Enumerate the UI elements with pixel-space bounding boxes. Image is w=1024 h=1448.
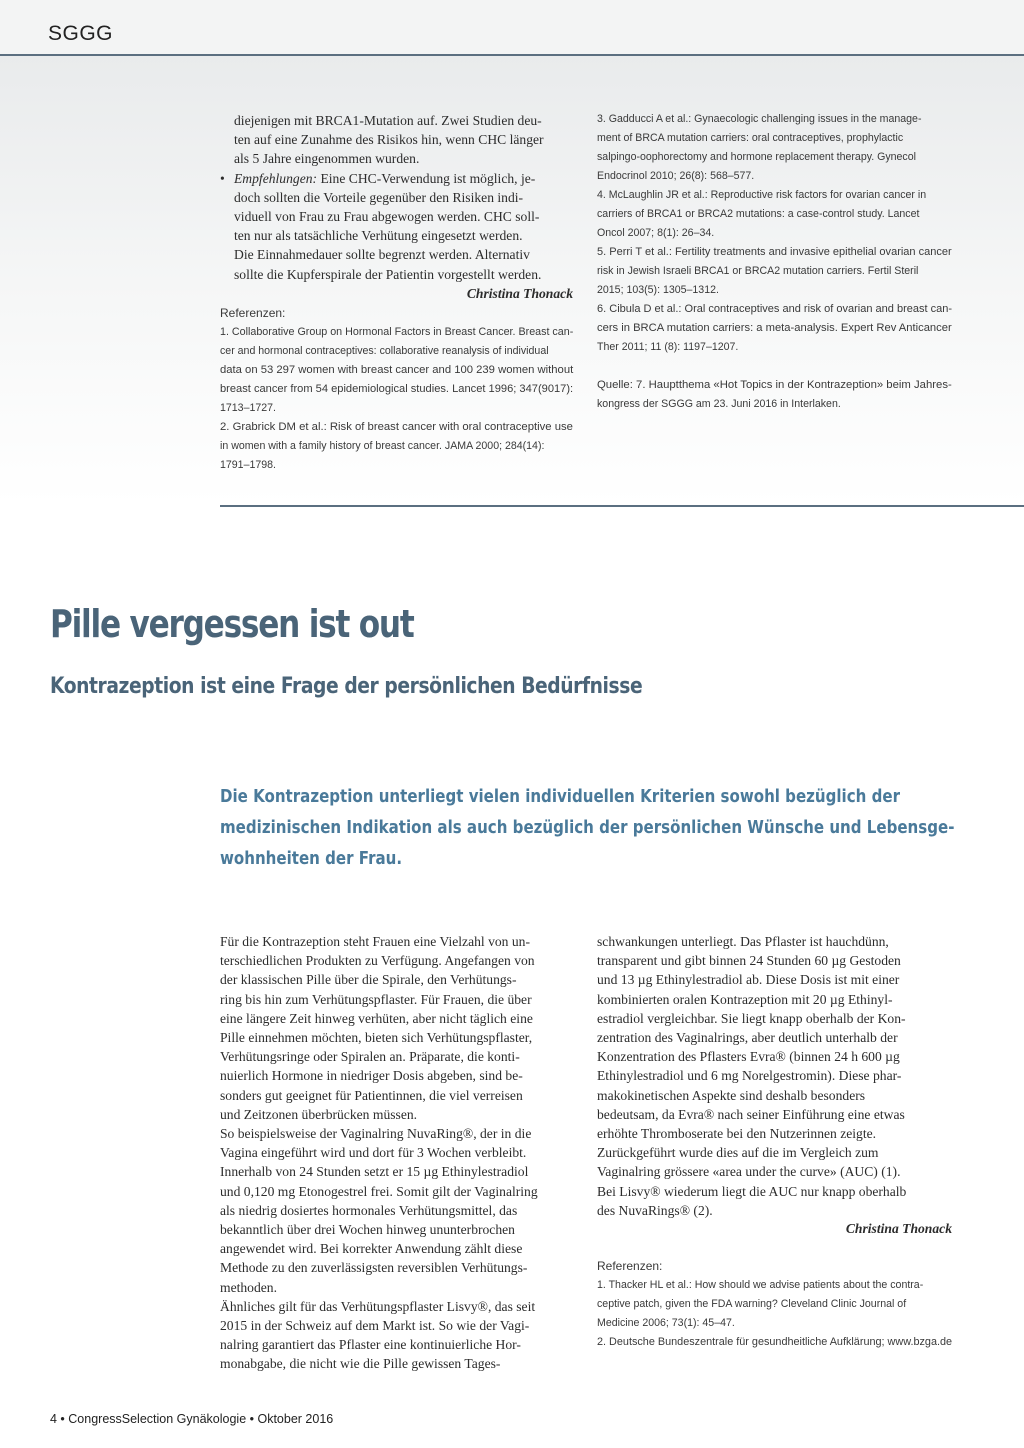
text-line: kongress der SGGG am 23. Juni 2016 in Interlaken. (597, 398, 841, 410)
text-line: Ethinylestradiol und 6 mg Norelgestromin). Diese phar- (597, 1068, 902, 1084)
text-line: Innerhalb von 24 Stunden setzt er 15 µg Ethinylestradiol (220, 1164, 529, 1180)
text-line: 3. Gadducci A et al.: Gynaecologic challenging issues in the manage- (597, 113, 922, 125)
text-line: schwankungen unterliegt. Das Pflaster ist hauchdünn, (597, 934, 889, 949)
text-line: Vaginalring grössere «area under the curve» (AUC) (1). (597, 1164, 901, 1180)
text-line: ten auf eine Zunahme des Risikos hin, wenn CHC länger (234, 132, 544, 148)
text-line: ring bis hin zum Verhütungspflaster. Für Frauen, die über (220, 991, 532, 1007)
text-line: cers in BRCA mutation carriers: a meta-analysis. Expert Rev Anticancer (597, 322, 952, 334)
top-references-right (597, 110, 952, 414)
text-line: 5. Perri T et al.: Fertility treatments and invasive epithelial ovarian cancer (597, 246, 952, 258)
text-line: und 13 µg Ethinylestradiol ab. Diese Dosis ist mit einer (597, 972, 900, 988)
reference-item (597, 110, 952, 186)
source-note (597, 376, 952, 414)
lead-line: wohnheiten der Frau. (220, 849, 403, 869)
header-bar (0, 0, 1024, 56)
text-line: breast cancer from 54 epidemiological studies. Lancet 1996; 347(9017): (220, 383, 574, 395)
text-line: der klassischen Pille über die Spirale, den Verhütungs- (220, 972, 517, 988)
text-line: makokinetischen Aspekte sind deshalb besonders (597, 1087, 866, 1103)
text-line: ten nur als tatsächliche Verhütung eingesetzt werden. (234, 228, 523, 244)
lead-line: medizinischen Indikation als auch bezüglich der persönlichen Wünsche und Lebensge- (220, 818, 955, 838)
reference-item (220, 323, 573, 418)
text-line: Endocrinol 2010; 26(8): 568–577. (597, 170, 755, 182)
author-signature: Christina Thonack (466, 285, 573, 301)
text-line: und 0,120 mg Etonogestrel frei. Somit gilt der Vaginalring (220, 1183, 538, 1199)
article-lead (220, 782, 960, 875)
article-subtitle: Kontrazeption ist eine Frage der persönlichen Bedürfnisse (50, 674, 643, 699)
author-signature: Christina Thonack (845, 1221, 952, 1236)
text-line: zentration des Vaginalrings, aber deutlich unterhalb der (597, 1030, 898, 1046)
references-heading: Referenzen: (597, 1259, 663, 1273)
text-line: bekanntlich über drei Wochen hinweg ununterbrochen (220, 1222, 515, 1238)
text-line: Oncol 2007; 8(1): 26–34. (597, 227, 715, 239)
text-line: Für die Kontrazeption steht Frauen eine Vielzahl von un- (220, 934, 530, 949)
text-line: 2015 in der Schweiz auf dem Markt ist. So wie der Vagi- (220, 1318, 530, 1334)
text-line: cer and hormonal contraceptives: collaborative reanalysis of individual (220, 345, 549, 357)
text-line: Eine CHC-Verwendung ist möglich, je- (320, 170, 536, 186)
text-line: 2015; 103(5): 1305–1312. (597, 284, 719, 296)
section-divider (220, 505, 1024, 507)
article-title: Pille vergessen ist out (50, 602, 414, 646)
text-line: Methode zu den zuverlässigsten reversiblen Verhütungs- (220, 1260, 528, 1276)
text-line: viduell von Frau zu Frau abgewogen werden. CHC soll- (234, 209, 540, 225)
bullet-label: Empfehlungen: (234, 170, 318, 186)
bullet-symbol: • (220, 170, 225, 186)
text-line: und Zeitzonen überbrücken müssen. (220, 1106, 418, 1122)
text-line: Ähnliches gilt für das Verhütungspflaster Lisvy®, das seit (220, 1298, 536, 1314)
text-line: doch sollten die Vorteile gegenüber den Risiken indi- (234, 189, 524, 205)
text-line: als niedrig dosiertes hormonales Verhütungsmittel, das (220, 1202, 518, 1218)
text-line: 1. Collaborative Group on Hormonal Factors in Breast Cancer. Breast can- (220, 326, 574, 338)
lead-line: Die Kontrazeption unterliegt vielen individuellen Kriterien sowohl bezüglich der (220, 787, 901, 807)
reference-item (597, 1276, 952, 1333)
text-line: carriers of BRCA1 or BRCA2 mutations: a case-control study. Lancet (597, 208, 920, 220)
recommendation-item (220, 169, 573, 284)
references-heading: Referenzen: (220, 306, 286, 320)
text-line: ceptive patch, given the FDA warning? Cleveland Clinic Journal of (597, 1298, 907, 1310)
text-line: 2. Grabrick DM et al.: Risk of breast cancer with oral contraceptive use (220, 421, 573, 433)
text-line: Pille einnehmen möchten, bieten sich Verhütungspflaster, (220, 1030, 533, 1046)
reference-item (597, 186, 952, 243)
text-line: erhöhte Thromboserate bei den Nutzerinnen zeigte. (597, 1126, 877, 1142)
reference-item (597, 300, 952, 357)
text-line: data on 53 297 women with breast cancer and 100 239 women without (220, 364, 574, 376)
article-references (597, 1257, 952, 1352)
text-line: 6. Cibula D et al.: Oral contraceptives and risk of ovarian and breast can- (597, 303, 953, 315)
text-line: 1791–1798. (220, 459, 276, 471)
text-line: salpingo-oophorectomy and hormone replacement therapy. Gynecol (597, 151, 916, 163)
text-line: Quelle: 7. Hauptthema «Hot Topics in der Kontrazeption» beim Jahres- (597, 379, 952, 391)
text-line: nalring garantiert das Pflaster eine kontinuierliche Hor- (220, 1337, 521, 1353)
text-line: 1. Thacker HL et al.: How should we advise patients about the contra- (597, 1279, 924, 1291)
text-line: nuierlich Hormone in niedriger Dosis abgeben, sind be- (220, 1068, 523, 1084)
text-line: Vagina eingeführt wird und dort für 3 Wochen verbleibt. (220, 1145, 527, 1161)
text-line: Verhütungsringe oder Spiralen an. Präparate, die konti- (220, 1049, 520, 1065)
text-line: risk in Jewish Israeli BRCA1 or BRCA2 mutation carriers. Fertil Steril (597, 265, 919, 277)
text-line: terschiedlichen Produkten zu Verfügung. Angefangen von (220, 953, 535, 969)
text-line: Konzentration des Pflasters Evra® (binnen 24 h 600 µg (597, 1049, 900, 1065)
text-line: So beispielsweise der Vaginalring NuvaRing®, der in die (220, 1126, 532, 1142)
text-line: des NuvaRings® (2). (597, 1202, 713, 1218)
text-line: Ther 2011; 11 (8): 1197–1207. (597, 341, 739, 353)
text-line: sollte die Kupferspirale der Patientin vorgestellt werden. (234, 266, 542, 282)
text-line: sonders gut geeignet für Patientinnen, die viel verreisen (220, 1087, 523, 1103)
top-left-column (220, 111, 573, 303)
intro-paragraph (220, 111, 573, 169)
journal-brand: SGGG (48, 22, 114, 45)
reference-item (597, 243, 952, 300)
article-body-left (220, 932, 573, 1374)
text-line: 1713–1727. (220, 402, 276, 414)
text-line: kombinierten oralen Kontrazeption mit 20 µg Ethinyl- (597, 991, 893, 1007)
article-body-right (597, 932, 952, 1220)
text-line: eine längere Zeit hinweg verhüten, aber nicht täglich eine (220, 1010, 533, 1026)
text-line: in women with a family history of breast cancer. JAMA 2000; 284(14): (220, 440, 545, 452)
text-line: Bei Lisvy® wiederum liegt die AUC nur knapp oberhalb (597, 1183, 907, 1199)
reference-item (220, 418, 573, 475)
text-line: 2. Deutsche Bundeszentrale für gesundheitliche Aufklärung; www.bzga.de (597, 1336, 953, 1348)
text-line: Zurückgeführt wurde dies auf die im Vergleich zum (597, 1145, 879, 1161)
recommendation-list (220, 169, 573, 284)
text-line: estradiol vergleichbar. Sie liegt knapp oberhalb der Kon- (597, 1010, 906, 1026)
reference-item (597, 1333, 952, 1352)
text-line: bedeutsam, da Evra® nach seiner Einführung eine etwas (597, 1106, 905, 1122)
top-references-left (220, 302, 573, 475)
text-line: 4. McLaughlin JR et al.: Reproductive risk factors for ovarian cancer in (597, 189, 927, 201)
text-line: methoden. (220, 1279, 278, 1295)
text-line: transparent und gibt binnen 24 Stunden 60 µg Gestoden (597, 953, 901, 969)
text-line: diejenigen mit BRCA1-Mutation auf. Zwei Studien deu- (234, 113, 542, 128)
text-line: Die Einnahmedauer sollte begrenzt werden. Alternativ (234, 247, 530, 263)
text-line: angewendet wird. Bei korrekter Anwendung zählt diese (220, 1241, 523, 1257)
page-footer: 4 • CongressSelection Gynäkologie • Oktober 2016 (50, 1412, 334, 1426)
article-signature-block (597, 1219, 952, 1238)
text-line: Medicine 2006; 73(1): 45–47. (597, 1317, 735, 1329)
text-line: als 5 Jahre eingenommen wurden. (234, 151, 420, 167)
text-line: monabgabe, die nicht wie die Pille gewissen Tages- (220, 1356, 501, 1372)
text-line: ment of BRCA mutation carriers: oral contraceptives, prophylactic (597, 132, 904, 144)
